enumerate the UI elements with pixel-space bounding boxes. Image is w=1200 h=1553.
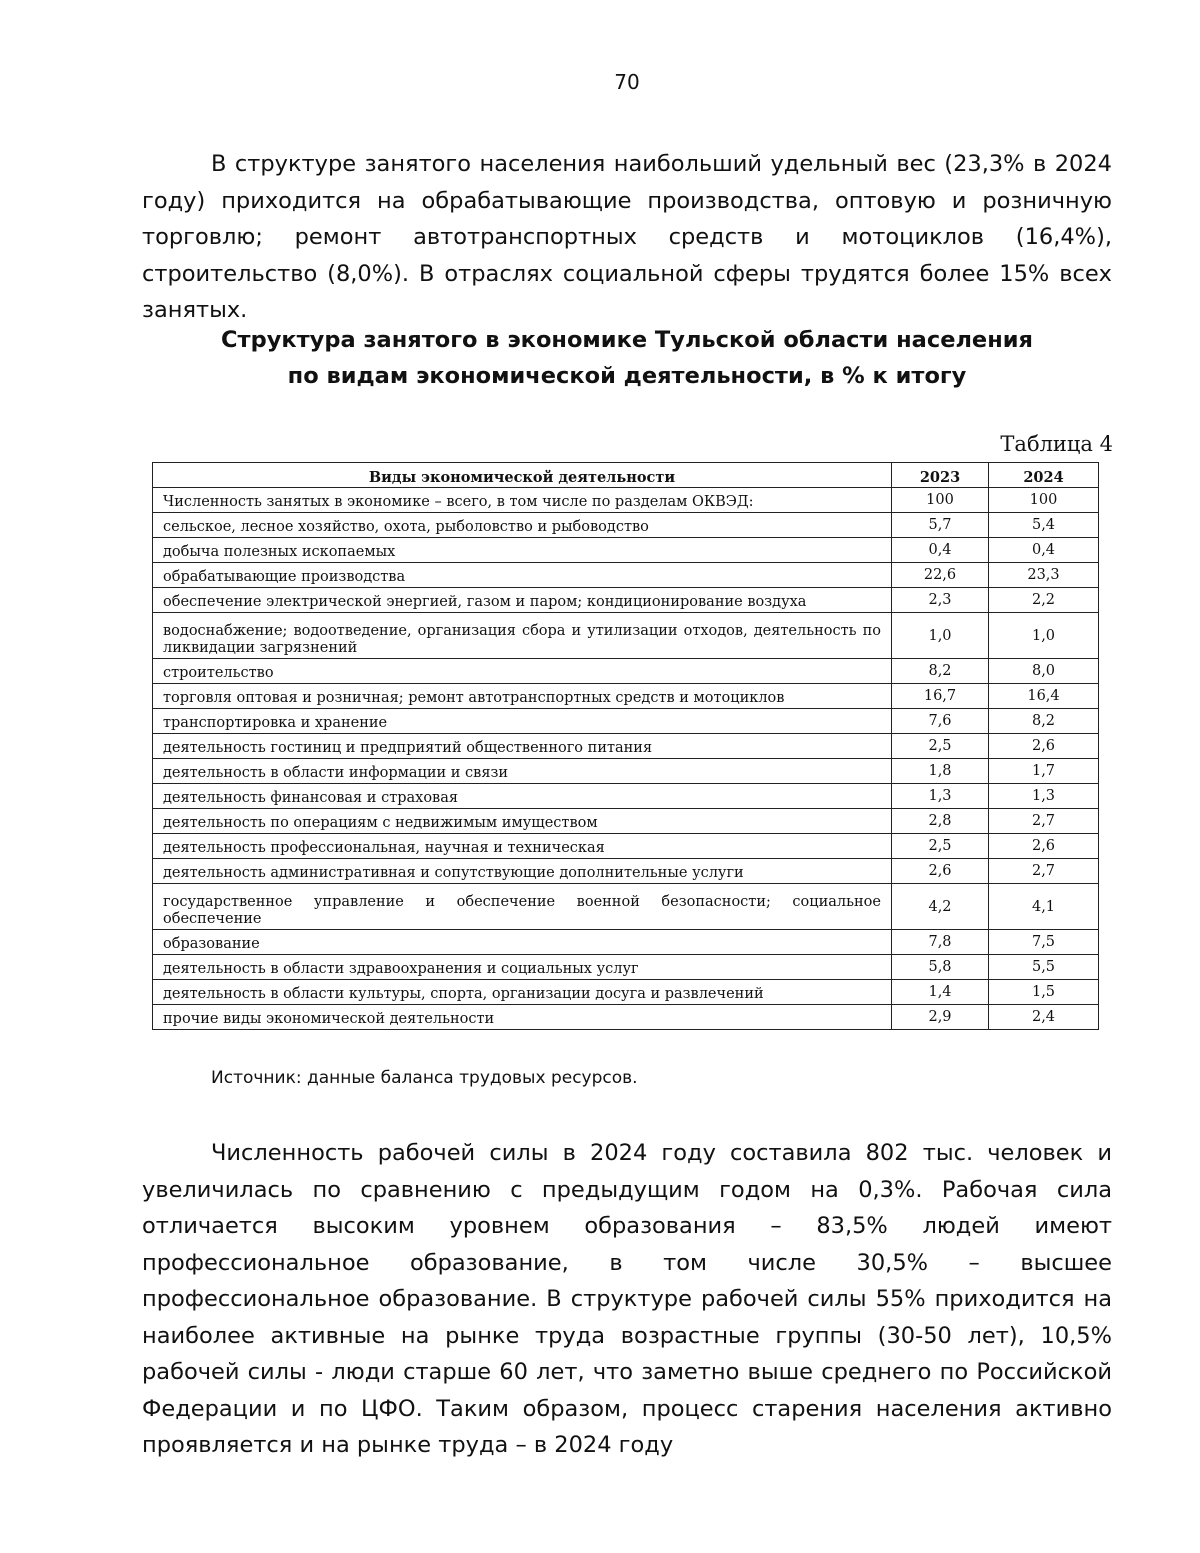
value-2024-cell: 1,3 <box>989 784 1099 809</box>
value-2024-cell: 4,1 <box>989 884 1099 930</box>
table-row <box>153 809 1099 834</box>
table-row <box>153 513 1099 538</box>
value-2024-cell: 8,2 <box>989 709 1099 734</box>
page-number: 70 <box>614 70 640 94</box>
value-2023-cell: 7,6 <box>892 709 989 734</box>
activity-cell: сельское, лесное хозяйство, охота, рыболовство и рыбоводство <box>153 513 892 538</box>
value-2023-cell: 2,6 <box>892 859 989 884</box>
value-2023-cell: 2,8 <box>892 809 989 834</box>
table-heading-line-2: по видам экономической деятельности, в % к итогу <box>287 363 967 389</box>
value-2024-cell: 7,5 <box>989 930 1099 955</box>
value-2024-cell: 2,4 <box>989 1005 1099 1030</box>
labor-force-paragraph: Численность рабочей силы в 2024 году составила 802 тыс. человек и увеличилась по сравнению с предыдущим годом на 0,3%. Рабочая сила отличается высоким уровнем образования – 83,5% людей имеют профессиональное образование, в том числе 30,5% – высшее профессиональное образование. В структуре рабочей силы 55% приходится на наиболее активные на рынке труда возрастные группы (30-50 лет), 10,5% рабочей силы - люди старше 60 лет, что заметно выше среднего по Российской Федерации и по ЦФО. Таким образом, процесс старения населения активно проявляется и на рынке труда – в 2024 году <box>142 1140 1112 1458</box>
table-body <box>153 488 1099 1030</box>
header-activity: Виды экономической деятельности <box>153 463 892 488</box>
activity-cell: обеспечение электрической энергией, газом и паром; кондиционирование воздуха <box>153 588 892 613</box>
value-2023-cell: 5,8 <box>892 955 989 980</box>
value-2024-cell: 16,4 <box>989 684 1099 709</box>
value-2023-cell: 16,7 <box>892 684 989 709</box>
table-row <box>153 834 1099 859</box>
value-2023-cell: 1,3 <box>892 784 989 809</box>
value-2023-cell: 4,2 <box>892 884 989 930</box>
header-2024: 2024 <box>989 463 1099 488</box>
value-2024-cell: 0,4 <box>989 538 1099 563</box>
activity-cell: транспортировка и хранение <box>153 709 892 734</box>
activity-cell: торговля оптовая и розничная; ремонт автотранспортных средств и мотоциклов <box>153 684 892 709</box>
activity-cell: добыча полезных ископаемых <box>153 538 892 563</box>
activity-cell: деятельность в области информации и связи <box>153 759 892 784</box>
activity-cell: водоснабжение; водоотведение, организация сбора и утилизации отходов, деятельность по ликвидации загрязнений <box>153 613 892 659</box>
value-2023-cell: 1,0 <box>892 613 989 659</box>
table-row <box>153 784 1099 809</box>
activity-cell: деятельность по операциям с недвижимым имуществом <box>153 809 892 834</box>
value-2023-cell: 8,2 <box>892 659 989 684</box>
value-2024-cell: 100 <box>989 488 1099 513</box>
value-2024-cell: 1,7 <box>989 759 1099 784</box>
value-2024-cell: 2,7 <box>989 809 1099 834</box>
table-row <box>153 734 1099 759</box>
intro-paragraph: В структуре занятого населения наибольший удельный вес (23,3% в 2024 году) приходится на обрабатывающие производства, оптовую и розничную торговлю; ремонт автотранспортных средств и мотоциклов (16,4%), строительство (8,0%). В отраслях социальной сферы трудятся более 15% всех занятых. <box>142 151 1112 323</box>
activity-cell: деятельность гостиниц и предприятий общественного питания <box>153 734 892 759</box>
table-label: Таблица 4 <box>1000 432 1113 456</box>
activity-cell: Численность занятых в экономике – всего, в том числе по разделам ОКВЭД: <box>153 488 892 513</box>
value-2024-cell: 2,6 <box>989 834 1099 859</box>
activity-cell: государственное управление и обеспечение военной безопасности; социальное обеспечение <box>153 884 892 930</box>
activity-cell: строительство <box>153 659 892 684</box>
value-2024-cell: 5,5 <box>989 955 1099 980</box>
value-2023-cell: 2,9 <box>892 1005 989 1030</box>
value-2023-cell: 7,8 <box>892 930 989 955</box>
table-row <box>153 930 1099 955</box>
table-row <box>153 980 1099 1005</box>
table-heading <box>0 322 1200 394</box>
value-2024-cell: 1,0 <box>989 613 1099 659</box>
employment-structure-table <box>152 462 1099 1030</box>
table-row <box>153 538 1099 563</box>
value-2024-cell: 5,4 <box>989 513 1099 538</box>
table-row <box>153 955 1099 980</box>
value-2024-cell: 2,7 <box>989 859 1099 884</box>
activity-cell: прочие виды экономической деятельности <box>153 1005 892 1030</box>
table-row <box>153 859 1099 884</box>
table-row <box>153 884 1099 930</box>
value-2023-cell: 1,4 <box>892 980 989 1005</box>
table-row <box>153 613 1099 659</box>
activity-cell: деятельность административная и сопутствующие дополнительные услуги <box>153 859 892 884</box>
value-2024-cell: 23,3 <box>989 563 1099 588</box>
table-heading-line-1: Структура занятого в экономике Тульской области населения <box>221 327 1033 353</box>
value-2023-cell: 0,4 <box>892 538 989 563</box>
table-row <box>153 1005 1099 1030</box>
table-row <box>153 588 1099 613</box>
value-2024-cell: 2,6 <box>989 734 1099 759</box>
activity-cell: образование <box>153 930 892 955</box>
value-2024-cell: 8,0 <box>989 659 1099 684</box>
activity-cell: обрабатывающие производства <box>153 563 892 588</box>
value-2023-cell: 1,8 <box>892 759 989 784</box>
source-note: Источник: данные баланса трудовых ресурсов. <box>211 1068 638 1088</box>
value-2024-cell: 2,2 <box>989 588 1099 613</box>
value-2023-cell: 5,7 <box>892 513 989 538</box>
table-header-row <box>153 463 1099 488</box>
activity-cell: деятельность в области культуры, спорта, организации досуга и развлечений <box>153 980 892 1005</box>
value-2023-cell: 2,3 <box>892 588 989 613</box>
activity-cell: деятельность в области здравоохранения и социальных услуг <box>153 955 892 980</box>
activity-cell: деятельность профессиональная, научная и техническая <box>153 834 892 859</box>
value-2023-cell: 22,6 <box>892 563 989 588</box>
table-row <box>153 659 1099 684</box>
table-row <box>153 488 1099 513</box>
activity-cell: деятельность финансовая и страховая <box>153 784 892 809</box>
table-row <box>153 563 1099 588</box>
value-2023-cell: 100 <box>892 488 989 513</box>
value-2023-cell: 2,5 <box>892 834 989 859</box>
table-row <box>153 684 1099 709</box>
value-2024-cell: 1,5 <box>989 980 1099 1005</box>
value-2023-cell: 2,5 <box>892 734 989 759</box>
table-row <box>153 759 1099 784</box>
table-row <box>153 709 1099 734</box>
header-2023: 2023 <box>892 463 989 488</box>
